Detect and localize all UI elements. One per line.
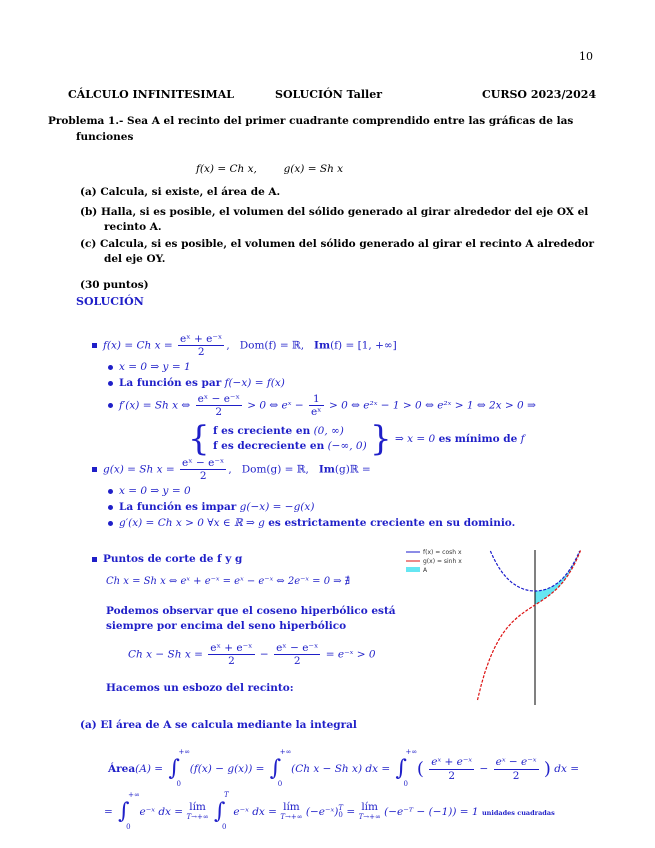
legend-sinh: g(x) = sinh x	[423, 558, 462, 565]
g-bullet-point: x = 0 ⇒ y = 0	[108, 485, 191, 497]
problem-functions: f(x) = Ch x, g(x) = Sh x	[196, 163, 344, 175]
observation-line-1: Podemos observar que el coseno hiperbólico está	[106, 605, 396, 617]
area-integral-line-2: = ∫ +∞ 0 e⁻ˣ dx = lím T→+∞ ∫ T 0 e⁻ˣ dx = lím T→+∞ (−e⁻ˣ) T 0 = lím T→+∞ (−e⁻ᵀ − (−1)) = 1 unidades cuadradas	[104, 791, 555, 831]
solution-heading: SOLUCIÓN	[76, 295, 144, 308]
legend-area: A	[423, 567, 428, 574]
difference-equation: Ch x − Sh x = $\frac{\text{eˣ + e⁻ˣ}}{2}$ − $\frac{\text{eˣ − e⁻ˣ}}{2}$ = e⁻ˣ > 0	[128, 642, 376, 668]
f-monotonicity-brace: { f es creciente en (0, ∞) f es decreciente en (−∞, 0) } ⇒ x = 0 es mínimo de f	[188, 419, 525, 459]
header-course: CÁLCULO INFINITESIMAL	[68, 88, 234, 101]
problem-statement	[48, 115, 573, 127]
header-title: SOLUCIÓN Taller	[275, 88, 383, 101]
g-definition: g(x) = Sh x = $\frac{\text{eˣ − e⁻ˣ}}{2}$ , Dom(g) = ℝ, Im(g)ℝ =	[92, 457, 371, 482]
f-definition: f(x) = Ch x = $\frac{\text{eˣ + e⁻ˣ}}{2}$ , Dom(f) = ℝ, Im(f) = [1, +∞]	[92, 333, 397, 358]
g-bullet-increasing: g′(x) = Ch x > 0 ∀x ∈ ℝ ⇒ g es estrictamente creciente en su dominio.	[108, 517, 515, 529]
points: (30 puntos)	[80, 279, 149, 291]
header-year: CURSO 2023/2024	[482, 88, 597, 101]
problem-label: Problema 1.-	[48, 115, 124, 127]
intersection-equation: Ch x = Sh x ⇔ eˣ + e⁻ˣ = eˣ − e⁻ˣ ⇔ 2e⁻ˣ = 0 ⇒ ∄	[106, 576, 351, 587]
intersection-heading: Puntos de corte de f y g	[92, 553, 242, 565]
part-b-question: (b) Halla, si es posible, el volumen del sólido generado al girar alrededor del eje OX el	[80, 206, 589, 218]
part-c-question-cont: del eje OY.	[104, 253, 166, 265]
part-c-question: (c) Calcula, si es posible, el volumen del sólido generado al girar el recinto A alrededor	[80, 238, 595, 250]
observation-line-2: siempre por encima del seno hiperbólico	[106, 620, 347, 632]
problem-line-2: funciones	[76, 131, 134, 143]
part-a-question: (a) Calcula, si existe, el área de A.	[80, 186, 281, 198]
f-bullet-even: La función es par f(−x) = f(x)	[108, 377, 285, 389]
chart-legend	[406, 549, 462, 574]
problem-line-1: Sea A el recinto del primer cuadrante comprendido entre las gráficas de las	[127, 115, 574, 127]
f-bullet-derivative: f′(x) = Sh x ⇔ $\frac{\text{eˣ − e⁻ˣ}}{2}$ > 0 ⇔ eˣ − $\frac{1}{\text{eˣ}}$ > 0 ⇔ e²ˣ − 1 > 0 ⇔ e²ˣ > 1 ⇔ 2x > 0 ⇒	[108, 393, 536, 418]
bullet-square	[92, 343, 97, 348]
g-bullet-odd: La función es impar g(−x) = −g(x)	[108, 501, 314, 513]
part-a-heading: (a) El área de A se calcula mediante la integral	[80, 719, 357, 731]
area-region	[535, 550, 580, 605]
region-sketch	[404, 545, 609, 705]
bullet-square	[92, 467, 97, 472]
f-bullet-point: x = 0 ⇒ y = 1	[108, 361, 191, 373]
sinh-curve	[478, 550, 581, 700]
sketch-text: Hacemos un esbozo del recinto:	[106, 682, 294, 694]
page-number: 10	[579, 50, 593, 63]
legend-cosh: f(x) = cosh x	[423, 549, 462, 556]
part-b-question-cont: recinto A.	[104, 221, 162, 233]
area-integral-line-1: Área(A) = ∫ +∞ 0 (f(x) − g(x)) = ∫ +∞ 0 (Ch x − Sh x) dx = ∫ +∞ 0 ( $\frac{\text{eˣ + e⁻ˣ}}{2}$ − $\frac{\text{eˣ − e⁻ˣ}}{2}$ ) dx =	[108, 748, 580, 788]
